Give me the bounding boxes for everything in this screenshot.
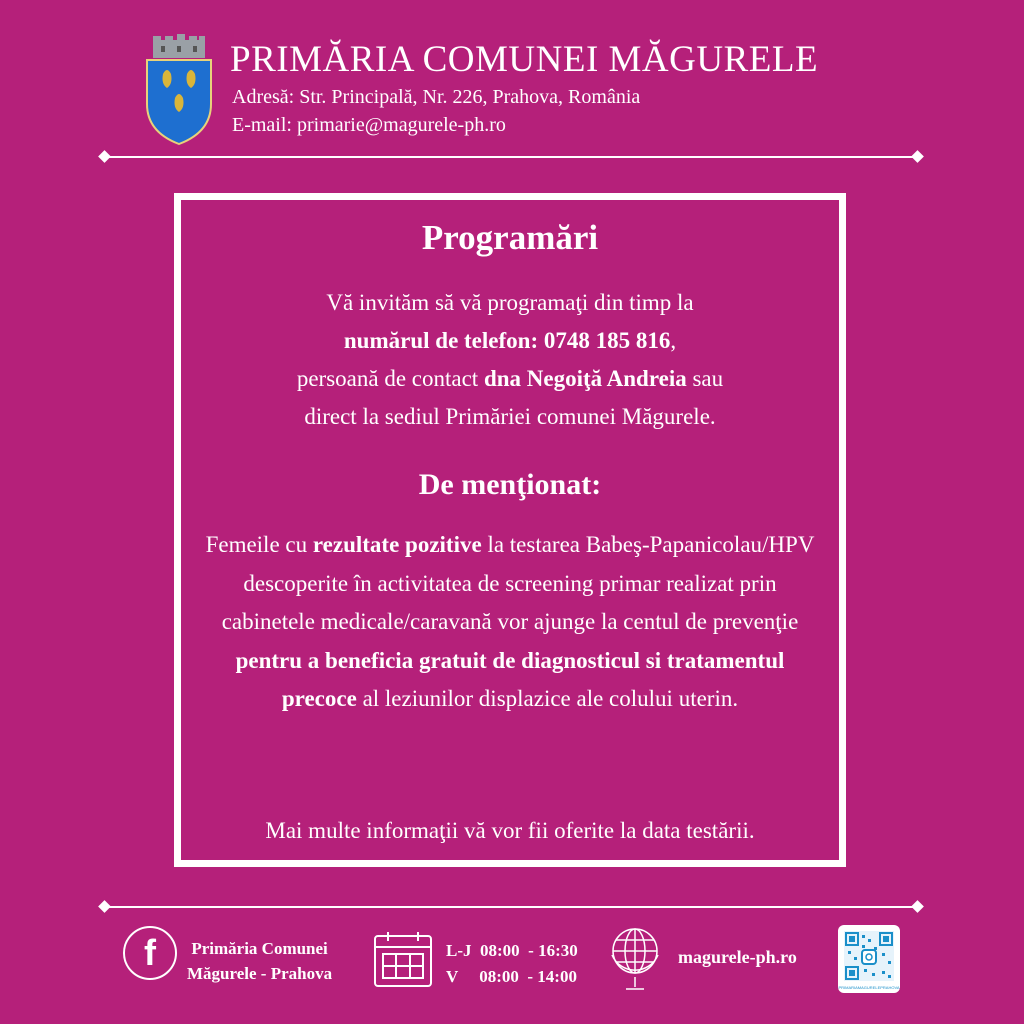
coat-of-arms-icon [143, 34, 215, 146]
phone-number[interactable]: numărul de telefon: 0748 185 816 [343, 328, 671, 353]
contact-info [232, 83, 640, 139]
office-line: direct la sediul Primăriei comunei Măgurele. [304, 404, 716, 429]
email-text[interactable]: E-mail: primarie@magurele-ph.ro [232, 114, 506, 136]
note-bold-benefit: pentru a beneficia gratuit de diagnosticul si tratamentul precoce [235, 647, 785, 711]
calendar-icon [373, 930, 433, 988]
contact-line: persoană de contact dna Negoiţă Andreia sau [296, 366, 724, 391]
panel-subheading: De menţionat: [418, 468, 602, 501]
page-title: PRIMĂRIA COMUNEI MĂGURELE [230, 39, 819, 80]
contact-person: dna Negoiţă Andreia [483, 366, 687, 391]
facebook-icon[interactable]: f [123, 926, 177, 980]
note-paragraph: Femeile cu rezultate pozitive la testarea Babeş-Papanicolau/HPV descoperite în activitatea de screening primar realizat prin cabinetele medicale/caravană vor ajunge la centul de prevenţie pentru a beneficia gratuit de diagnosticul si tratamentul precoce al leziunilor displazice ale colului uterin. [205, 532, 815, 711]
address-text: Adresă: Str. Principală, Nr. 226, Prahova, România [232, 86, 641, 108]
qr-caption: PRIMARIAMAGURELEPRAHOVA [838, 985, 900, 990]
facebook-page-label[interactable]: Primăria Comunei Măgurele - Prahova [187, 939, 333, 983]
panel-heading: Programări [421, 218, 599, 257]
appointment-paragraph [201, 284, 819, 436]
phone-line: numărul de telefon: 0748 185 816, [343, 328, 677, 353]
top-divider [100, 151, 922, 163]
header [0, 0, 1024, 160]
bottom-divider [100, 901, 922, 913]
closing-text: Mai multe informaţii vă vor fii oferite la data testării. [265, 818, 755, 843]
intro-line: Vă invităm să vă programaţi din timp la [326, 290, 694, 315]
opening-hours: L-J 08:00 - 16:30 V 08:00 - 14:00 [446, 941, 578, 986]
globe-icon [606, 925, 664, 995]
website-link[interactable]: magurele-ph.ro [678, 947, 797, 967]
info-panel [174, 193, 846, 867]
footer [0, 920, 1024, 1010]
note-bold-results: rezultate pozitive [312, 532, 482, 557]
qr-code-icon[interactable] [838, 925, 900, 993]
